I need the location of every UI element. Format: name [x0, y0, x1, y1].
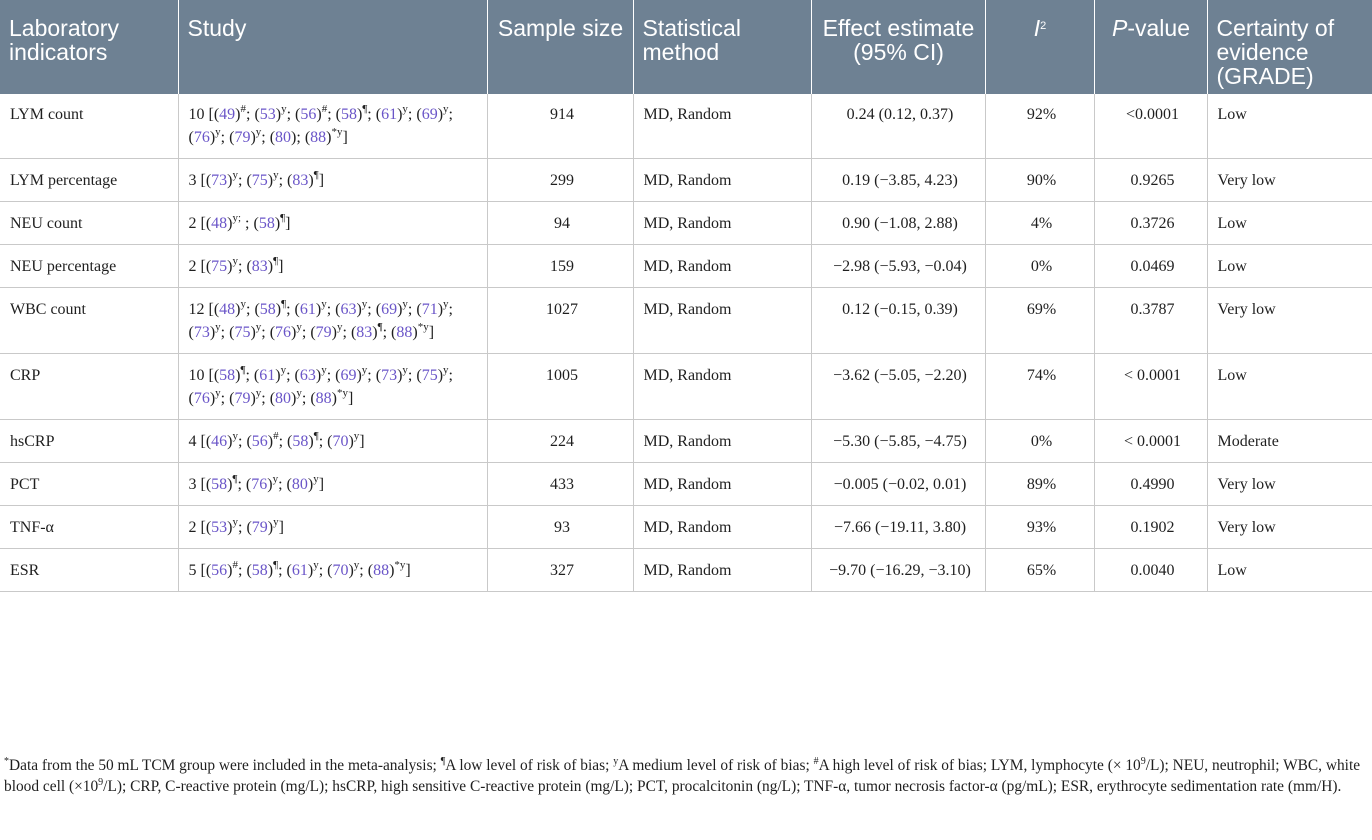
risk-of-bias-mark: y — [321, 364, 327, 376]
cell-sample-size: 93 — [487, 506, 633, 549]
risk-of-bias-mark: y — [273, 516, 279, 528]
cell-study: 12 [$(48)^y$; (58)¶; $(61)^y$; $(63)^y$; $(69)^y$; $(71)^y$; $(73)^y$; $(75)^y$; $(76)^y$; $(79)^y$; (83)¶; $(88)^{*y}$] — [178, 288, 487, 354]
table-header — [0, 0, 1372, 94]
cell-sample-size: 327 — [487, 549, 633, 592]
header-effect-estimate: Effect estimate (95% CI) — [811, 0, 985, 94]
risk-of-bias-mark: y — [232, 255, 238, 267]
risk-of-bias-mark: y — [443, 298, 449, 310]
risk-of-bias-mark: y — [313, 473, 319, 485]
reference-link: 58 — [340, 106, 357, 123]
risk-of-bias-mark: *y — [417, 321, 429, 333]
cell-sample-size: 1005 — [487, 354, 633, 420]
risk-of-bias-mark: y — [402, 364, 408, 376]
risk-of-bias-mark: ¶ — [281, 298, 287, 310]
header-statistical-method: Statistical method — [633, 0, 811, 94]
cell-indicator: hsCRP — [0, 420, 178, 463]
table-body — [0, 94, 1372, 592]
cell-effect-estimate: 0.24 (0.12, 0.37) — [811, 94, 985, 159]
risk-of-bias-mark: *y — [331, 126, 343, 138]
reference-link: 69 — [421, 106, 438, 123]
cell-sample-size: 1027 — [487, 288, 633, 354]
cell-i-squared: 92% — [985, 94, 1094, 159]
risk-of-bias-mark: y; — [232, 212, 242, 224]
reference-link: 56 — [251, 433, 268, 450]
cell-statistical-method: MD, Random — [633, 506, 811, 549]
risk-of-bias-mark: y — [402, 298, 408, 310]
reference-link: 53 — [211, 519, 228, 536]
cell-certainty: Moderate — [1207, 420, 1372, 463]
cell-effect-estimate: −0.005 (−0.02, 0.01) — [811, 463, 985, 506]
reference-link: 83 — [356, 324, 373, 341]
reference-link: 56 — [211, 562, 228, 579]
reference-link: 80 — [291, 476, 308, 493]
reference-link: 58 — [211, 476, 228, 493]
study-count: 10 — [188, 106, 205, 123]
reference-link: 70 — [332, 562, 349, 579]
footnote-text: A medium level of risk of bias; — [618, 757, 814, 774]
cell-statistical-method: MD, Random — [633, 202, 811, 245]
footnote-text: /L); CRP, C-reactive protein (mg/L); hsCRP, high sensitive C-reactive protein (mg/L); PCT, procalcitonin (ng/L); TNF-α, tumor necrosis factor-α (pg/mL); ESR, erythrocyte sedimentation rate (mm/H). — [103, 778, 1342, 795]
footnote-superscript: y — [613, 756, 619, 767]
reference-link: 53 — [259, 106, 276, 123]
cell-study: 2 [$(48)^{y;}$ ; (58)¶] — [178, 202, 487, 245]
reference-link: 48 — [219, 301, 236, 318]
footnote-superscript: # — [813, 756, 819, 767]
risk-of-bias-mark: ¶ — [232, 473, 238, 485]
cell-study: 2 [$(53)^y$; $(79)^y$] — [178, 506, 487, 549]
cell-certainty: Low — [1207, 245, 1372, 288]
cell-indicator: WBC count — [0, 288, 178, 354]
reference-link: 71 — [421, 301, 438, 318]
risk-of-bias-mark: ¶ — [280, 212, 286, 224]
risk-of-bias-mark: y — [273, 169, 279, 181]
study-count: 2 — [188, 258, 197, 275]
header-laboratory-indicators: Laboratory indicators — [0, 0, 178, 94]
cell-sample-size: 159 — [487, 245, 633, 288]
header-i-squared — [985, 0, 1094, 94]
reference-link: 63 — [340, 301, 357, 318]
footnote-superscript: 9 — [1140, 756, 1146, 767]
reference-link: 83 — [292, 172, 309, 189]
reference-link: 61 — [381, 106, 398, 123]
risk-of-bias-mark: y — [255, 321, 262, 333]
table-row — [0, 202, 1372, 245]
cell-indicator: NEU count — [0, 202, 178, 245]
reference-link: 88 — [373, 562, 390, 579]
cell-p-value: 0.0040 — [1094, 549, 1207, 592]
reference-link: 75 — [211, 258, 228, 275]
reference-link: 75 — [421, 367, 438, 384]
reference-link: 80 — [275, 129, 292, 146]
cell-p-value: 0.1902 — [1094, 506, 1207, 549]
reference-link: 79 — [251, 519, 268, 536]
cell-effect-estimate: 0.12 (−0.15, 0.39) — [811, 288, 985, 354]
risk-of-bias-mark: ¶ — [377, 321, 383, 333]
cell-certainty: Very low — [1207, 463, 1372, 506]
table-row — [0, 463, 1372, 506]
cell-effect-estimate: 0.19 (−3.85, 4.23) — [811, 159, 985, 202]
table-row — [0, 420, 1372, 463]
risk-of-bias-mark: y — [336, 321, 343, 333]
cell-i-squared: 4% — [985, 202, 1094, 245]
risk-of-bias-mark: *y — [394, 559, 406, 571]
risk-of-bias-mark: # — [232, 559, 238, 571]
risk-of-bias-mark: y — [402, 103, 408, 115]
cell-statistical-method: MD, Random — [633, 354, 811, 420]
cell-i-squared: 0% — [985, 420, 1094, 463]
table-row — [0, 549, 1372, 592]
risk-of-bias-mark: y — [361, 298, 368, 310]
cell-p-value: < 0.0001 — [1094, 354, 1207, 420]
reference-link: 46 — [211, 433, 228, 450]
reference-link: 69 — [340, 367, 357, 384]
header-i-letter: I — [1033, 15, 1041, 41]
table-footnote — [4, 755, 1368, 797]
reference-link: 56 — [300, 106, 317, 123]
cell-sample-size: 299 — [487, 159, 633, 202]
risk-of-bias-mark: y — [215, 126, 221, 138]
risk-of-bias-mark: # — [240, 103, 246, 115]
table-row — [0, 506, 1372, 549]
reference-link: 75 — [234, 324, 251, 341]
cell-certainty: Very low — [1207, 288, 1372, 354]
risk-of-bias-mark: y — [321, 298, 327, 310]
risk-of-bias-mark: ¶ — [313, 169, 319, 181]
cell-certainty: Very low — [1207, 506, 1372, 549]
risk-of-bias-mark: ¶ — [240, 364, 246, 376]
cell-sample-size: 94 — [487, 202, 633, 245]
risk-of-bias-mark: ¶ — [313, 430, 319, 442]
risk-of-bias-mark: y — [280, 364, 287, 376]
cell-study: 3 [$(73)^y$; $(75)^y$; (83)¶] — [178, 159, 487, 202]
cell-effect-estimate: −3.62 (−5.05, −2.20) — [811, 354, 985, 420]
risk-of-bias-mark: y — [215, 387, 221, 399]
risk-of-bias-mark: y — [232, 169, 238, 181]
cell-effect-estimate: −5.30 (−5.85, −4.75) — [811, 420, 985, 463]
footnote-superscript: ¶ — [440, 756, 446, 767]
reference-link: 88 — [310, 129, 327, 146]
cell-indicator: NEU percentage — [0, 245, 178, 288]
cell-indicator: PCT — [0, 463, 178, 506]
study-count: 2 — [188, 519, 197, 536]
cell-indicator: TNF-α — [0, 506, 178, 549]
risk-of-bias-mark: y — [443, 364, 449, 376]
study-count: 12 — [188, 301, 205, 318]
cell-p-value: 0.3726 — [1094, 202, 1207, 245]
cell-i-squared: 0% — [985, 245, 1094, 288]
header-study: Study — [178, 0, 487, 94]
cell-indicator: CRP — [0, 354, 178, 420]
cell-statistical-method: MD, Random — [633, 549, 811, 592]
risk-of-bias-mark: y — [361, 364, 368, 376]
reference-link: 70 — [332, 433, 349, 450]
cell-i-squared: 69% — [985, 288, 1094, 354]
header-p-value — [1094, 0, 1207, 94]
cell-indicator: ESR — [0, 549, 178, 592]
risk-of-bias-mark: y — [255, 126, 262, 138]
reference-link: 48 — [211, 215, 228, 232]
cell-p-value: 0.9265 — [1094, 159, 1207, 202]
risk-of-bias-mark: y — [281, 103, 287, 115]
cell-certainty: Very low — [1207, 159, 1372, 202]
cell-statistical-method: MD, Random — [633, 245, 811, 288]
cell-certainty: Low — [1207, 202, 1372, 245]
study-count: 2 — [188, 215, 197, 232]
risk-of-bias-mark: # — [321, 103, 328, 115]
reference-link: 63 — [299, 367, 316, 384]
footnote-text: A low level of risk of bias; — [445, 757, 614, 774]
cell-statistical-method: MD, Random — [633, 94, 811, 159]
cell-p-value: <0.0001 — [1094, 94, 1207, 159]
reference-link: 73 — [211, 172, 228, 189]
reference-link: 79 — [234, 390, 251, 407]
cell-effect-estimate: −2.98 (−5.93, −0.04) — [811, 245, 985, 288]
cell-sample-size: 224 — [487, 420, 633, 463]
risk-of-bias-mark: ¶ — [273, 255, 279, 267]
footnote-text: Data from the 50 mL TCM group were included in the meta-analysis; — [9, 757, 441, 774]
header-i-superscript: 2 — [1040, 20, 1047, 32]
reference-link: 76 — [251, 476, 268, 493]
header-p-suffix: -value — [1127, 15, 1190, 41]
cell-p-value: 0.3787 — [1094, 288, 1207, 354]
risk-of-bias-mark: y — [296, 321, 302, 333]
risk-of-bias-mark: y — [215, 321, 221, 333]
reference-link: 79 — [234, 129, 251, 146]
reference-link: 61 — [291, 562, 308, 579]
cell-statistical-method: MD, Random — [633, 463, 811, 506]
reference-link: 73 — [193, 324, 210, 341]
reference-link: 76 — [193, 129, 210, 146]
risk-of-bias-mark: y — [232, 430, 238, 442]
cell-effect-estimate: −9.70 (−16.29, −3.10) — [811, 549, 985, 592]
risk-of-bias-mark: # — [273, 430, 279, 442]
risk-of-bias-mark: y — [232, 516, 238, 528]
header-row — [0, 0, 1372, 94]
cell-statistical-method: MD, Random — [633, 159, 811, 202]
cell-study: 10 [(58)¶; $(61)^y$; $(63)^y$; $(69)^y$; $(73)^y$; $(75)^y$; $(76)^y$; $(79)^y$; $(80)^y$; $(88)^{*y}$] — [178, 354, 487, 420]
cell-effect-estimate: 0.90 (−1.08, 2.88) — [811, 202, 985, 245]
reference-link: 58 — [259, 301, 276, 318]
cell-study: 2 [$(75)^y$; (83)¶] — [178, 245, 487, 288]
cell-i-squared: 65% — [985, 549, 1094, 592]
cell-study: 5 [(56)#; (58)¶; $(61)^y$; $(70)^y$; $(88)^{*y}$] — [178, 549, 487, 592]
header-p-letter: P — [1112, 15, 1128, 41]
cell-indicator: LYM percentage — [0, 159, 178, 202]
cell-i-squared: 74% — [985, 354, 1094, 420]
risk-of-bias-mark: ¶ — [273, 559, 279, 571]
footnote-text: A high level of risk of bias; LYM, lymphocyte (× 10 — [818, 757, 1141, 774]
risk-of-bias-mark: y — [240, 298, 246, 310]
study-count: 3 — [188, 476, 197, 493]
risk-of-bias-mark: y — [353, 559, 360, 571]
reference-link: 88 — [315, 390, 332, 407]
study-count: 10 — [188, 367, 205, 384]
table-row — [0, 159, 1372, 202]
study-count: 3 — [188, 172, 197, 189]
risk-of-bias-mark: y — [296, 387, 302, 399]
reference-link: 58 — [251, 562, 268, 579]
reference-link: 76 — [193, 390, 210, 407]
footnote-superscript: * — [4, 756, 9, 767]
risk-of-bias-mark: y — [443, 103, 449, 115]
cell-sample-size: 914 — [487, 94, 633, 159]
cell-i-squared: 89% — [985, 463, 1094, 506]
footnote-text: /L); NEU, neutrophil; WBC, white blood cell (×10 — [4, 757, 1361, 795]
reference-link: 80 — [275, 390, 292, 407]
reference-link: 58 — [258, 215, 275, 232]
reference-link: 69 — [381, 301, 398, 318]
cell-i-squared: 90% — [985, 159, 1094, 202]
cell-sample-size: 433 — [487, 463, 633, 506]
cell-certainty: Low — [1207, 354, 1372, 420]
reference-link: 61 — [299, 301, 316, 318]
reference-link: 88 — [396, 324, 413, 341]
cell-p-value: 0.4990 — [1094, 463, 1207, 506]
reference-link: 58 — [292, 433, 309, 450]
reference-link: 76 — [275, 324, 292, 341]
cell-study: 3 [(58)¶; $(76)^y$; $(80)^y$] — [178, 463, 487, 506]
risk-of-bias-mark: y — [353, 430, 360, 442]
cell-effect-estimate: −7.66 (−19.11, 3.80) — [811, 506, 985, 549]
cell-indicator: LYM count — [0, 94, 178, 159]
header-sample-size: Sample size — [487, 0, 633, 94]
reference-link: 61 — [259, 367, 276, 384]
cell-study: 10 [(49)#; $(53)^y$; (56)#; (58)¶; $(61)^y$; $(69)^y$; $(76)^y$; $(79)^y$; (80); $(88)^{*y}$] — [178, 94, 487, 159]
table-row — [0, 288, 1372, 354]
reference-link: 79 — [315, 324, 332, 341]
study-count: 4 — [188, 433, 197, 450]
cell-certainty: Low — [1207, 549, 1372, 592]
risk-of-bias-mark: ¶ — [362, 103, 368, 115]
reference-link: 83 — [251, 258, 268, 275]
risk-of-bias-mark: y — [313, 559, 319, 571]
reference-link: 75 — [251, 172, 268, 189]
table-row — [0, 94, 1372, 159]
reference-link: 49 — [219, 106, 236, 123]
table-row — [0, 245, 1372, 288]
risk-of-bias-mark: y — [272, 473, 279, 485]
cell-certainty: Low — [1207, 94, 1372, 159]
cell-study: 4 [$(46)^y$; (56)#; (58)¶; $(70)^y$] — [178, 420, 487, 463]
risk-of-bias-mark: *y — [336, 387, 348, 399]
reference-link: 73 — [381, 367, 398, 384]
cell-i-squared: 93% — [985, 506, 1094, 549]
cell-statistical-method: MD, Random — [633, 288, 811, 354]
reference-link: 58 — [219, 367, 236, 384]
table-row — [0, 354, 1372, 420]
footnote-superscript: 9 — [98, 777, 104, 788]
cell-statistical-method: MD, Random — [633, 420, 811, 463]
risk-of-bias-mark: y — [255, 387, 262, 399]
header-certainty-of-evidence: Certainty of evidence (GRADE) — [1207, 0, 1372, 94]
cell-p-value: < 0.0001 — [1094, 420, 1207, 463]
study-count: 5 — [188, 562, 197, 579]
cell-p-value: 0.0469 — [1094, 245, 1207, 288]
